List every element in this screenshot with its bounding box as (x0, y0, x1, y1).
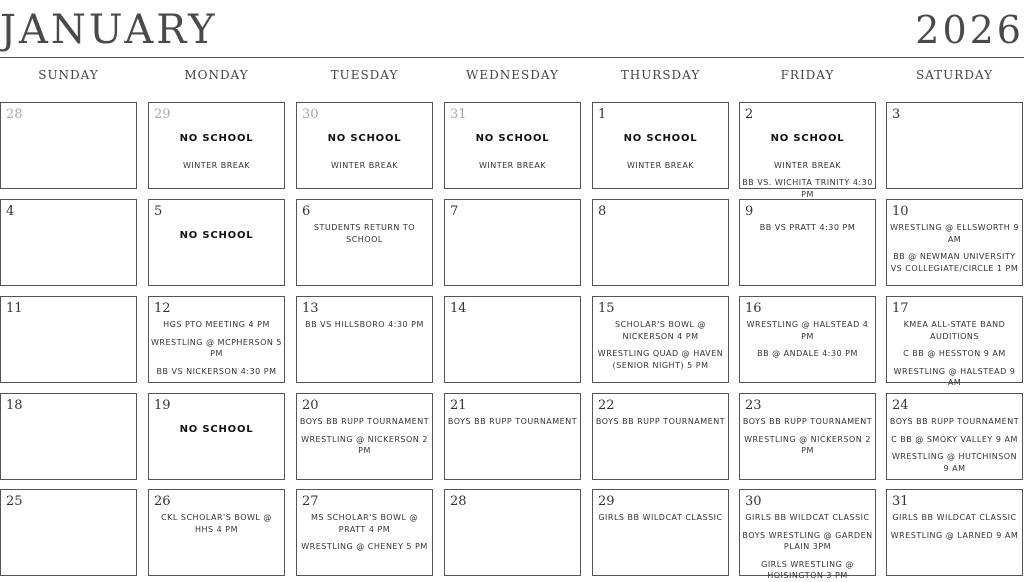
event-text: GIRLS BB WILDCAT CLASSIC (892, 513, 1017, 522)
day-cell[interactable] (592, 393, 729, 480)
day-cell[interactable] (148, 102, 285, 189)
day-events (1, 297, 136, 382)
event-text: WRESTLING @ LARNED 9 AM (890, 530, 1019, 540)
event-text: WINTER BREAK (330, 160, 399, 170)
day-number: 11 (6, 301, 23, 316)
day-number: 31 (892, 494, 909, 509)
day-events (445, 200, 580, 285)
event-text: WRESTLING @ NICKERSON 2 PM (301, 434, 428, 455)
day-events (740, 297, 875, 382)
day-cell[interactable] (0, 489, 137, 576)
day-cell[interactable] (592, 489, 729, 576)
day-number: 29 (154, 107, 171, 122)
event-text: GIRLS BB WILDCAT CLASSIC (598, 513, 723, 522)
day-number: 1 (598, 107, 607, 122)
event-text: BOYS BB RUPP TOURNAMENT (299, 417, 430, 426)
event-text: BB VS. WICHITA TRINITY 4:30 PM (742, 178, 873, 199)
event-text: WRESTLING @ HUTCHINSON 9 AM (891, 452, 1018, 473)
day-events (297, 394, 432, 479)
day-number: 30 (745, 494, 762, 509)
weekday-saturday: SATURDAY (915, 68, 994, 82)
day-number: 18 (6, 398, 23, 413)
day-number: 13 (302, 301, 319, 316)
event-text: WINTER BREAK (773, 160, 842, 170)
event-text: BOYS BB RUPP TOURNAMENT (889, 417, 1020, 426)
day-cell[interactable] (0, 393, 137, 480)
event-text: CKL SCHOLAR'S BOWL @ HHS 4 PM (161, 513, 272, 534)
day-number: 29 (598, 494, 615, 509)
event-text: BB @ ANDALE 4:30 PM (757, 349, 858, 358)
day-number: 3 (892, 107, 901, 122)
event-text: WRESTLING @ CHENEY 5 PM (301, 542, 428, 551)
event-text: GIRLS BB WILDCAT CLASSIC (745, 513, 870, 522)
day-events (887, 394, 1022, 479)
no-school-label: NO SCHOOL (179, 424, 254, 435)
day-number: 9 (745, 204, 754, 219)
day-number: 28 (450, 494, 467, 509)
event-text: BB VS NICKERSON 4:30 PM (156, 366, 277, 376)
day-events (887, 103, 1022, 188)
day-cell[interactable] (886, 199, 1023, 286)
day-cell[interactable] (886, 393, 1023, 480)
day-number: 22 (598, 398, 615, 413)
no-school-label: NO SCHOOL (327, 133, 402, 144)
day-number: 12 (154, 301, 171, 316)
month-title: JANUARY (0, 7, 218, 53)
day-cell[interactable] (739, 393, 876, 480)
day-events (593, 103, 728, 188)
event-text: WINTER BREAK (182, 160, 251, 170)
event-text: WRESTLING @ NICKERSON 2 PM (744, 434, 871, 455)
day-cell[interactable] (886, 489, 1023, 576)
event-text: BOYS BB RUPP TOURNAMENT (447, 417, 578, 426)
header-divider (0, 57, 1024, 58)
day-number: 21 (450, 398, 467, 413)
event-text: WINTER BREAK (626, 160, 695, 170)
weekday-thursday: THURSDAY (620, 68, 701, 82)
event-text: BB VS PRATT 4:30 PM (759, 223, 856, 232)
weekday-header-row (0, 68, 1024, 88)
event-text: GIRLS WRESTLING @ HOISINGTON 3 PM (761, 559, 854, 580)
day-cell[interactable] (296, 393, 433, 480)
day-cell[interactable] (148, 489, 285, 576)
day-number: 30 (302, 107, 319, 122)
day-events (593, 490, 728, 575)
day-cell[interactable] (444, 489, 581, 576)
day-cell[interactable] (739, 199, 876, 286)
day-cell[interactable] (296, 489, 433, 576)
day-events (1, 490, 136, 575)
event-text: WRESTLING @ HALSTEAD 9 AM (893, 366, 1016, 387)
day-events (740, 490, 875, 580)
day-number: 19 (154, 398, 171, 413)
event-text: WINTER BREAK (478, 160, 547, 170)
day-number: 24 (892, 398, 909, 413)
event-text: BOYS BB RUPP TOURNAMENT (595, 417, 726, 426)
day-cell[interactable] (592, 102, 729, 189)
event-text: WRESTLING @ ELLSWORTH 9 AM (890, 223, 1019, 244)
day-cell[interactable] (148, 393, 285, 480)
day-cell[interactable] (739, 102, 876, 199)
event-text: WRESTLING QUAD @ HAVEN (SENIOR NIGHT) 5 PM (597, 349, 724, 370)
day-number: 10 (892, 204, 909, 219)
day-number: 28 (6, 107, 23, 122)
day-events (297, 490, 432, 575)
event-text: KMEA ALL-STATE BAND AUDITIONS (903, 320, 1006, 341)
weekday-tuesday: TUESDAY (330, 68, 399, 82)
day-number: 15 (598, 301, 615, 316)
day-cell[interactable] (592, 296, 729, 383)
day-number: 8 (598, 204, 607, 219)
day-events (149, 200, 284, 285)
day-events (593, 200, 728, 285)
year-title: 2026 (915, 8, 1024, 52)
day-cell[interactable] (0, 199, 137, 286)
day-cell[interactable] (886, 296, 1023, 387)
weekday-monday: MONDAY (184, 68, 249, 82)
event-text: HGS PTO MEETING 4 PM (163, 320, 270, 329)
no-school-label: NO SCHOOL (179, 230, 254, 241)
day-cell[interactable] (739, 296, 876, 383)
day-cell[interactable] (444, 199, 581, 286)
day-number: 6 (302, 204, 311, 219)
day-number: 20 (302, 398, 319, 413)
event-text: STUDENTS RETURN TO SCHOOL (313, 223, 416, 244)
day-events (740, 394, 875, 479)
day-events (149, 394, 284, 479)
day-events (445, 394, 580, 479)
day-events (593, 297, 728, 382)
day-events (887, 490, 1022, 575)
day-number: 17 (892, 301, 909, 316)
day-events (740, 103, 875, 199)
day-number: 23 (745, 398, 762, 413)
day-events (1, 103, 136, 188)
day-cell[interactable] (444, 102, 581, 189)
day-events (740, 200, 875, 285)
day-events (445, 297, 580, 382)
day-number: 25 (6, 494, 23, 509)
day-number: 27 (302, 494, 319, 509)
day-number: 7 (450, 204, 459, 219)
day-number: 5 (154, 204, 163, 219)
day-cell[interactable] (444, 296, 581, 383)
day-events (297, 297, 432, 382)
event-text: C BB @ HESSTON 9 AM (903, 349, 1006, 358)
day-cell[interactable] (296, 102, 433, 189)
no-school-label: NO SCHOOL (179, 133, 254, 144)
no-school-label: NO SCHOOL (475, 133, 550, 144)
day-number: 4 (6, 204, 15, 219)
event-text: WRESTLING @ MCPHERSON 5 PM (151, 337, 283, 358)
day-events (593, 394, 728, 479)
day-cell[interactable] (444, 393, 581, 480)
event-text: BB VS HILLSBORO 4:30 PM (305, 320, 424, 329)
day-number: 16 (745, 301, 762, 316)
no-school-label: NO SCHOOL (623, 133, 698, 144)
day-events (149, 297, 284, 382)
day-cell[interactable] (0, 102, 137, 189)
event-text: C BB @ SMOKY VALLEY 9 AM (891, 434, 1018, 444)
day-events (149, 490, 284, 575)
day-number: 26 (154, 494, 171, 509)
event-text: SCHOLAR'S BOWL @ NICKERSON 4 PM (614, 320, 707, 341)
weekday-wednesday: WEDNESDAY (466, 68, 559, 82)
weekday-sunday: SUNDAY (38, 68, 99, 82)
event-text: BOYS BB RUPP TOURNAMENT (742, 417, 873, 426)
day-number: 14 (450, 301, 467, 316)
day-events (887, 200, 1022, 285)
day-cell[interactable] (592, 199, 729, 286)
event-text: WRESTLING @ HALSTEAD 4 PM (746, 320, 869, 341)
day-events (887, 297, 1022, 387)
day-events (297, 103, 432, 188)
event-text: BB @ NEWMAN UNIVERSITY VS COLLEGIATE/CIRCLE 1 PM (890, 252, 1019, 273)
day-events (445, 490, 580, 575)
day-events (297, 200, 432, 285)
day-cell[interactable] (296, 296, 433, 383)
day-number: 31 (450, 107, 467, 122)
event-text: BOYS WRESTLING @ GARDEN PLAIN 3PM (742, 530, 873, 551)
day-number: 2 (745, 107, 754, 122)
day-cell[interactable] (148, 296, 285, 383)
day-cell[interactable] (148, 199, 285, 286)
day-events (1, 394, 136, 479)
day-cell[interactable] (886, 102, 1023, 189)
event-text: MS SCHOLAR'S BOWL @ PRATT 4 PM (310, 513, 419, 534)
weekday-friday: FRIDAY (780, 68, 835, 82)
day-cell[interactable] (296, 199, 433, 286)
day-cell[interactable] (739, 489, 876, 580)
day-events (445, 103, 580, 188)
day-events (1, 200, 136, 285)
no-school-label: NO SCHOOL (770, 133, 845, 144)
day-cell[interactable] (0, 296, 137, 383)
day-events (149, 103, 284, 188)
